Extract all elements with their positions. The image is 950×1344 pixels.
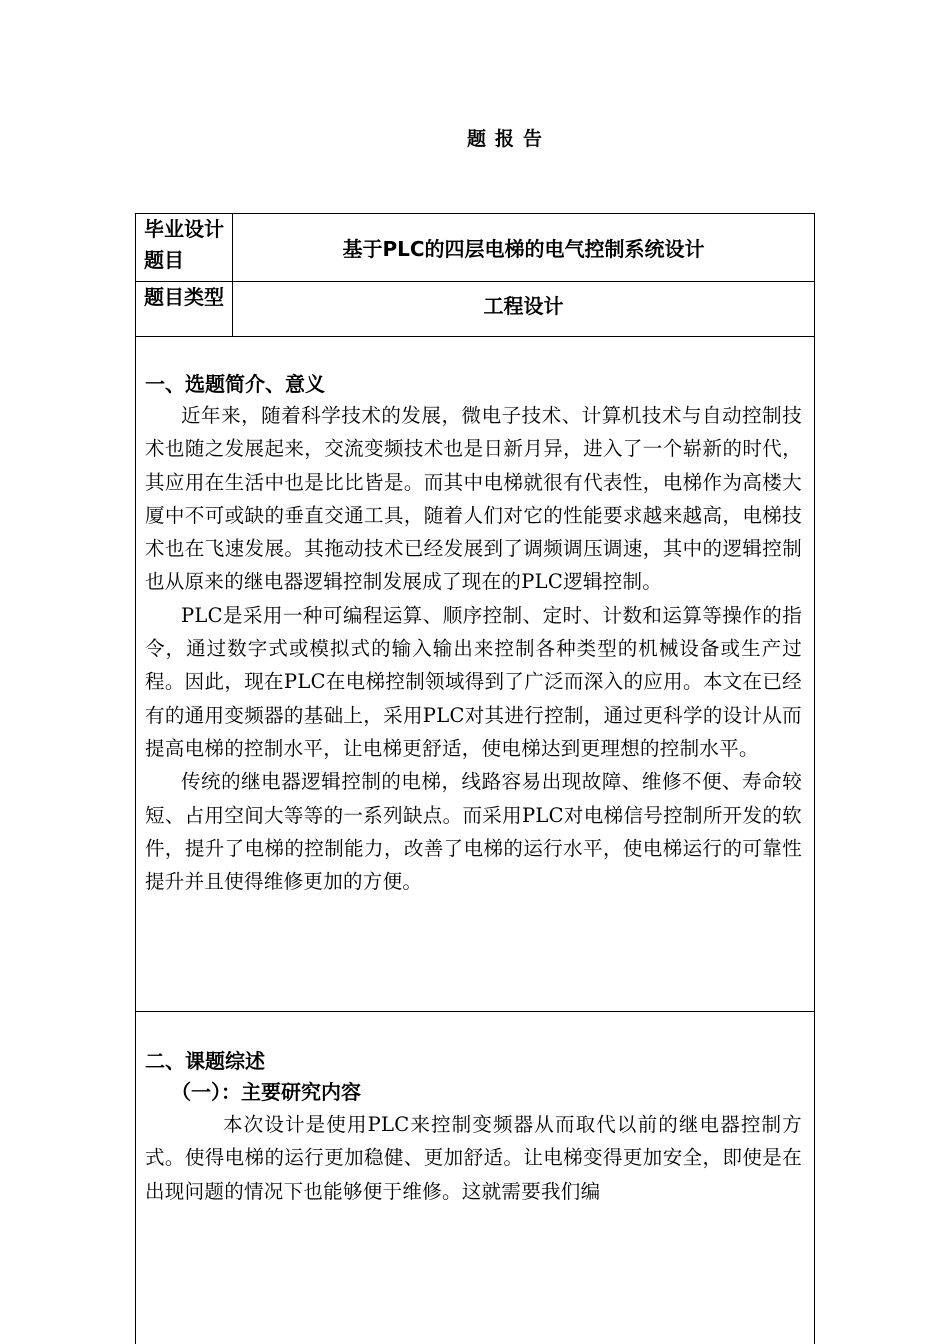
design-type-value: 工程设计	[483, 293, 564, 318]
table-row-intro	[136, 337, 814, 1012]
design-title-value: 基于PLC的四层电梯的电气控制系统设计	[342, 237, 705, 261]
survey-paragraph: 本次设计是使用PLC来控制变频器从而取代以前的继电器控制方式。使得电梯的运行更加稳健、更加舒适。让电梯变得更加安全，即使是在出现问题的情况下也能够便于维修。这就需要我们编	[145, 1113, 802, 1203]
survey-section	[145, 1046, 802, 1208]
design-title-label: 毕业设计题目	[136, 214, 233, 281]
design-type-label: 题目类型	[136, 282, 233, 336]
document-title: 题报告	[466, 128, 551, 150]
intro-paragraph: PLC是采用一种可编程运算、顺序控制、定时、计数和运算等操作的指令，通过数字式或模拟式的输入输出来控制各种类型的机械设备或生产过程。因此，现在PLC在电梯控制领域得到了广泛而深入的应用。本文在已经有的通用变频器的基础上，采用PLC对其进行控制，通过更科学的设计从而提高电梯的控制水平，让电梯更舒适，使电梯达到更理想的控制水平。	[145, 603, 802, 760]
table-row-design-title	[136, 214, 814, 282]
intro-section	[145, 369, 802, 898]
survey-heading: 二、课题综述	[145, 1049, 265, 1073]
intro-heading: 一、选题简介、意义	[145, 372, 325, 396]
report-table	[135, 213, 815, 1344]
table-row-design-type	[136, 282, 814, 337]
research-content-subheading: （一）：主要研究内容	[171, 1080, 361, 1104]
intro-paragraph: 传统的继电器逻辑控制的电梯，线路容易出现故障、维修不便、寿命较短、占用空间大等等的一系列缺点。而采用PLC对电梯信号控制所开发的软件，提升了电梯的控制能力，改善了电梯的运行水平，使电梯运行的可靠性提升并且使得维修更加的方便。	[145, 770, 802, 894]
intro-paragraph: 近年来，随着科学技术的发展，微电子技术、计算机技术与自动控制技术也随之发展起来，交流变频技术也是日新月异，进入了一个崭新的时代，其应用在生活中也是比比皆是。而其中电梯就很有代表性，电梯作为高楼大厦中不可或缺的垂直交通工具，随着人们对它的性能要求越来越高，电梯技术也在飞速发展。其拖动技术已经发展到了调频调压调速，其中的逻辑控制也从原来的继电器逻辑控制发展成了现在的PLC逻辑控制。	[145, 404, 802, 594]
